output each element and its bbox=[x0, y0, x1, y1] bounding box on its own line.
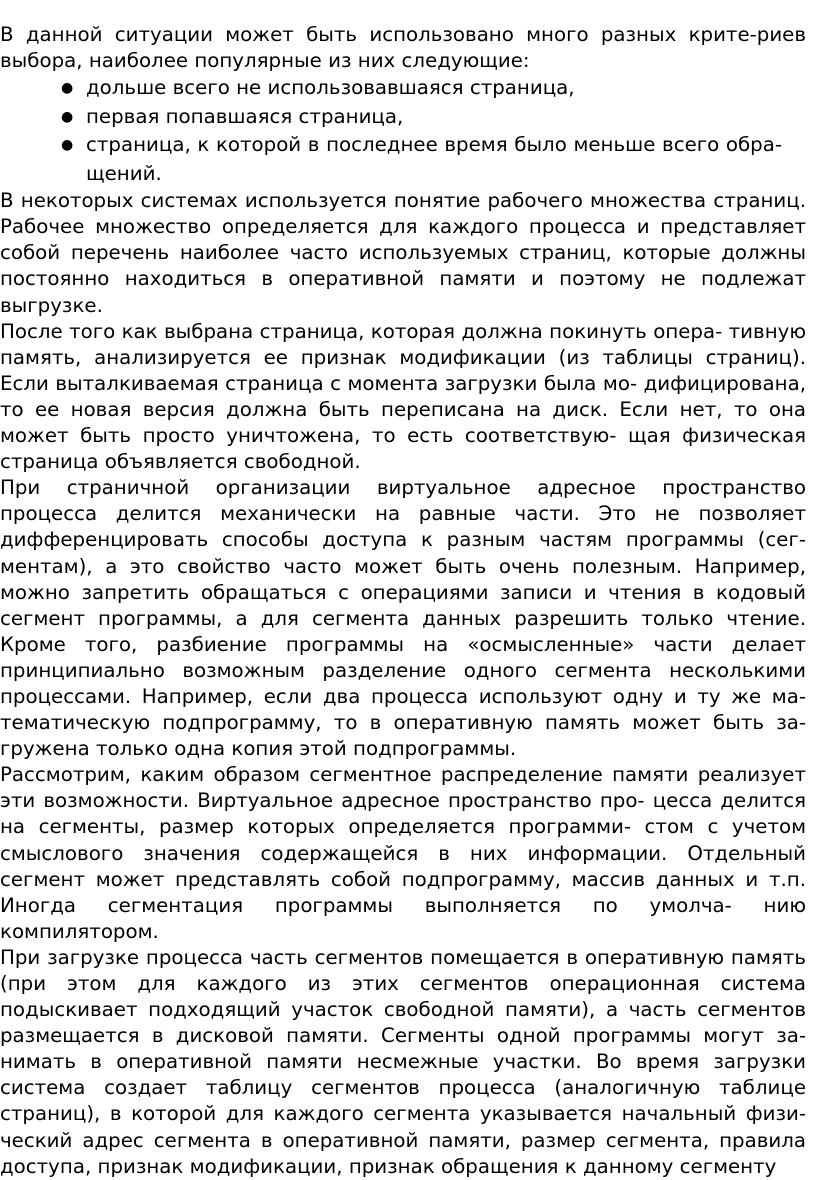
list-item-text: страница, к которой в последнее время было меньше всего обра-щений. bbox=[86, 133, 782, 185]
page-modification-paragraph: После того как выбрана страница, которая должна покинуть опера- тивную память, анализируется ее признак модификации (из таблицы страниц). Если выталкиваемая страница с момента загрузки была мо- дифицирована, то ее новая версия должна быть переписана на диск. Если нет, то она может быть просто уничтожена, то есть соответствую- щая физическая страница объявляется свободной. bbox=[0, 319, 806, 474]
segment-allocation-paragraph: Рассмотрим, каким образом сегментное распределение памяти реализует эти возможности. Виртуальное адресное пространство про- цесса делится на сегменты, размер которых определяется программи- стом с учетом смыслового значения содержащейся в них информации. Отдельный сегмент может представлять собой подпрограмму, массив данных и т.п. Иногда сегментация программы выполняется по умолча- нию компилятором. bbox=[0, 763, 806, 943]
paging-limitations-paragraph: При страничной организации виртуальное адресное пространство процесса делится механически на равные части. Это не позволяет дифференцировать способы доступа к разным частям программы (сег-ментам), а это свойство часто может быть очень полезным. Например, можно запретить обращаться с операциями записи и чтения в кодовый сегмент программы, а для сегмента данных разрешить только чтение. Кроме того, разбиение программы на «осмысленные» части делает принципиально возможным разделение одного сегмента несколькими процессами. Например, если два процесса используют одну и ту же ма-тематическую подпрограмму, то в оперативную память может быть за-гружена только одна копия этой подпрограммы. bbox=[0, 476, 806, 761]
criteria-list bbox=[0, 74, 806, 188]
list-item bbox=[61, 74, 782, 103]
list-item bbox=[61, 131, 782, 188]
list-item-text: дольше всего не использовавшаяся страница, bbox=[86, 76, 575, 100]
segment-loading-paragraph: При загрузке процесса часть сегментов помещается в оперативную память (при этом для каждого из этих сегментов операционная система подыскивает подходящий участок свободной памяти), а часть сегментов размещается в дисковой памяти. Сегменты одной программы могут за-нимать в оперативной памяти несмежные участки. Во время загрузки система создает таблицу сегментов процесса (аналогичную таблице страниц), в которой для каждого сегмента указывается начальный физи-ческий адрес сегмента в оперативной памяти, размер сегмента, правила доступа, признак модификации, признак обращения к данному сегменту bbox=[0, 945, 806, 1178]
bullet-icon: ● bbox=[61, 137, 74, 154]
list-item-text: первая попавшаяся страница, bbox=[86, 104, 404, 128]
bullet-icon: ● bbox=[61, 108, 74, 125]
intro-paragraph: В данной ситуации может быть использовано много разных крите-риев выбора, наиболее популярные из них следующие: bbox=[0, 23, 806, 73]
bullet-icon: ● bbox=[61, 80, 74, 97]
working-set-paragraph: В некоторых системах используется понятие рабочего множества страниц. Рабочее множество определяется для каждого процесса и представляет собой перечень наиболее часто используемых страниц, которые должны постоянно находиться в оперативной памяти и поэтому не подлежат выгрузке. bbox=[0, 189, 806, 317]
list-item bbox=[61, 103, 782, 132]
